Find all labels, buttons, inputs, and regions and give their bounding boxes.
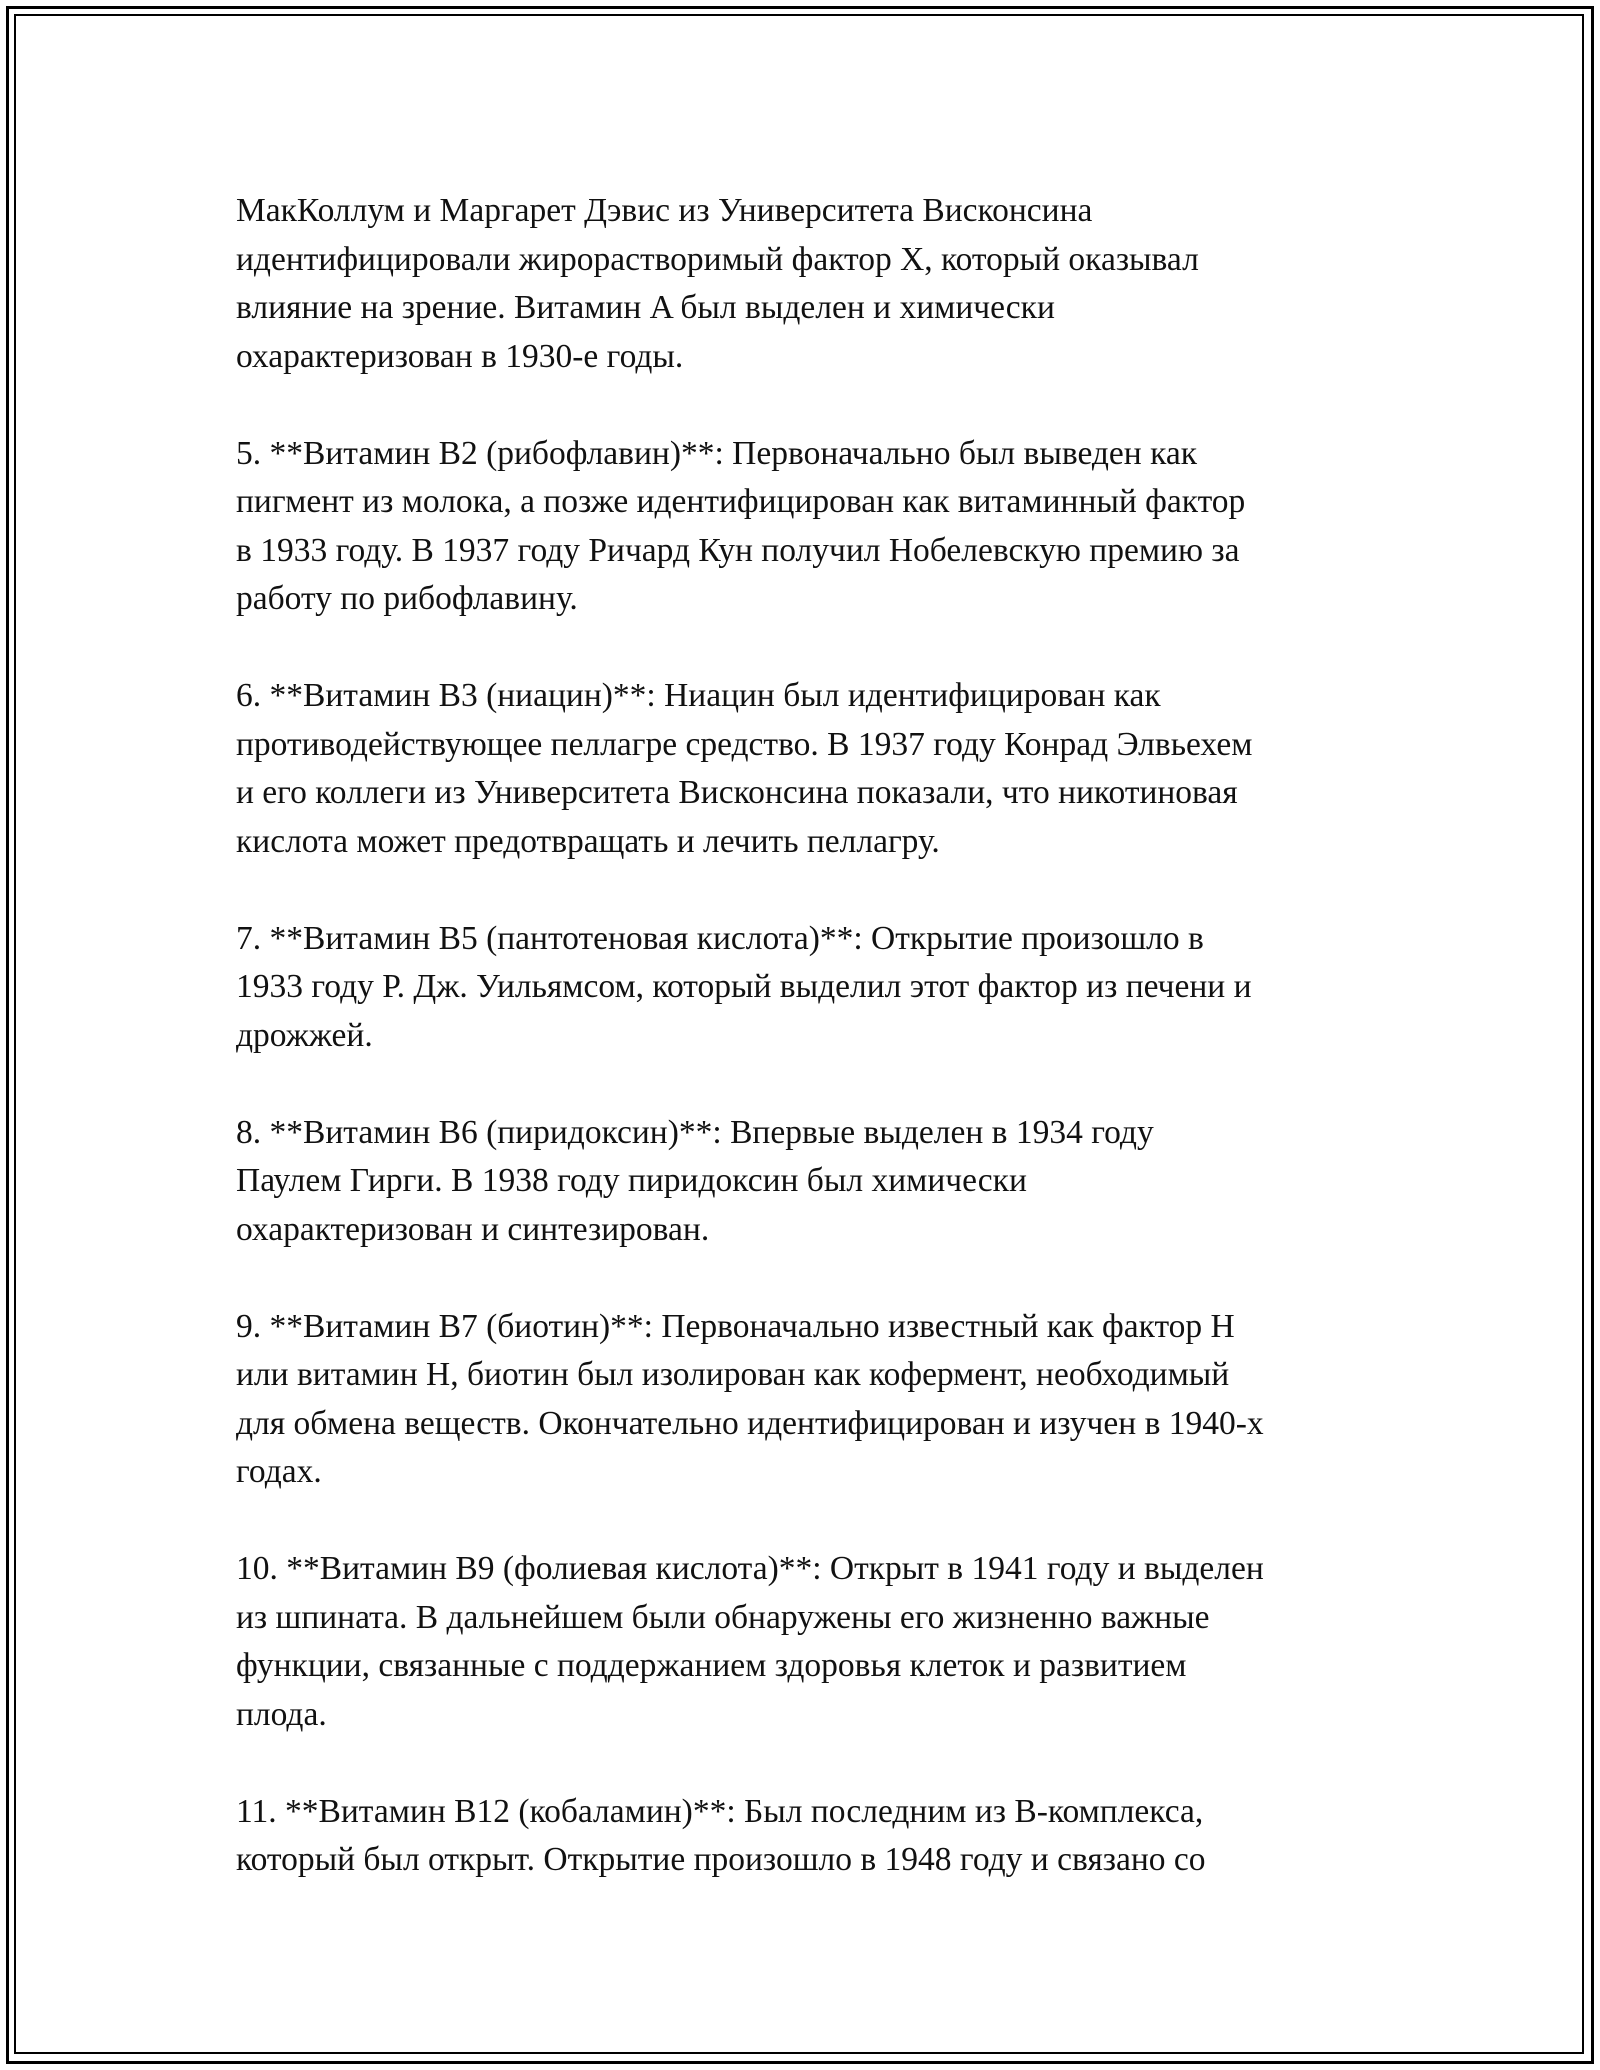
paragraph-vitamin-b12 bbox=[236, 1788, 1386, 1885]
paragraph-vitamin-b2 bbox=[236, 430, 1386, 624]
text-line: который был открыт. Открытие произошло в 1948 году и связано со bbox=[236, 1841, 1206, 1878]
text-line: работу по рибофлавину. bbox=[236, 580, 578, 617]
paragraph-vitamin-a-continued bbox=[236, 187, 1386, 381]
text-line: годах. bbox=[236, 1453, 322, 1490]
text-line: плода. bbox=[236, 1695, 327, 1733]
text-line: идентифицировали жирорастворимый фактор X, который оказывал bbox=[236, 240, 1199, 278]
text-line: противодействующее пеллагре средство. В 1937 году Конрад Элвьехем bbox=[236, 725, 1253, 763]
text-line: Паулем Гирги. В 1938 году пиридоксин был химически bbox=[236, 1162, 1027, 1199]
text-line: 8. **Витамин B6 (пиридоксин)**: Впервые выделен в 1934 году bbox=[236, 1113, 1154, 1151]
text-line: 11. **Витамин B12 (кобаламин)**: Был последним из B-комплекса, bbox=[236, 1792, 1204, 1830]
text-line: 9. **Витамин B7 (биотин)**: Первоначально известный как фактор H bbox=[236, 1307, 1235, 1345]
text-line: в 1933 году. В 1937 году Ричард Кун получил Нобелевскую премию за bbox=[236, 531, 1240, 569]
document-body bbox=[236, 187, 1386, 1933]
text-line: пигмент из молока, а позже идентифицирован как витаминный фактор bbox=[236, 483, 1246, 520]
text-line: МакКоллум и Маргарет Дэвис из Университета Висконсина bbox=[236, 192, 1093, 229]
text-line: для обмена веществ. Окончательно идентифицирован и изучен в 1940-х bbox=[236, 1404, 1264, 1442]
text-line: и его коллеги из Университета Висконсина показали, что никотиновая bbox=[236, 774, 1238, 811]
text-line: 1933 году Р. Дж. Уильямсом, который выделил этот фактор из печени и bbox=[236, 968, 1252, 1005]
text-line: влияние на зрение. Витамин A был выделен и химически bbox=[236, 289, 1055, 326]
paragraph-vitamin-b5 bbox=[236, 915, 1386, 1061]
paragraph-vitamin-b7 bbox=[236, 1303, 1386, 1497]
text-line: кислота может предотвращать и лечить пеллагру. bbox=[236, 822, 940, 860]
text-line: 5. **Витамин B2 (рибофлавин)**: Первоначально был выведен как bbox=[236, 434, 1197, 472]
text-line: из шпината. В дальнейшем были обнаружены его жизненно важные bbox=[236, 1598, 1210, 1636]
text-line: или витамин H, биотин был изолирован как кофермент, необходимый bbox=[236, 1356, 1230, 1393]
text-line: 6. **Витамин B3 (ниацин)**: Ниацин был идентифицирован как bbox=[236, 677, 1161, 714]
paragraph-vitamin-b3 bbox=[236, 672, 1386, 866]
paragraph-vitamin-b6 bbox=[236, 1109, 1386, 1255]
text-line: охарактеризован и синтезирован. bbox=[236, 1210, 710, 1248]
text-line: функции, связанные с поддержанием здоровья клеток и развитием bbox=[236, 1647, 1187, 1684]
text-line: дрожжей. bbox=[236, 1016, 373, 1054]
paragraph-vitamin-b9 bbox=[236, 1545, 1386, 1739]
text-line: 10. **Витамин B9 (фолиевая кислота)**: Открыт в 1941 году и выделен bbox=[236, 1550, 1264, 1587]
text-line: охарактеризован в 1930-е годы. bbox=[236, 337, 684, 375]
text-line: 7. **Витамин B5 (пантотеновая кислота)**: Открытие произошло в bbox=[236, 919, 1204, 957]
